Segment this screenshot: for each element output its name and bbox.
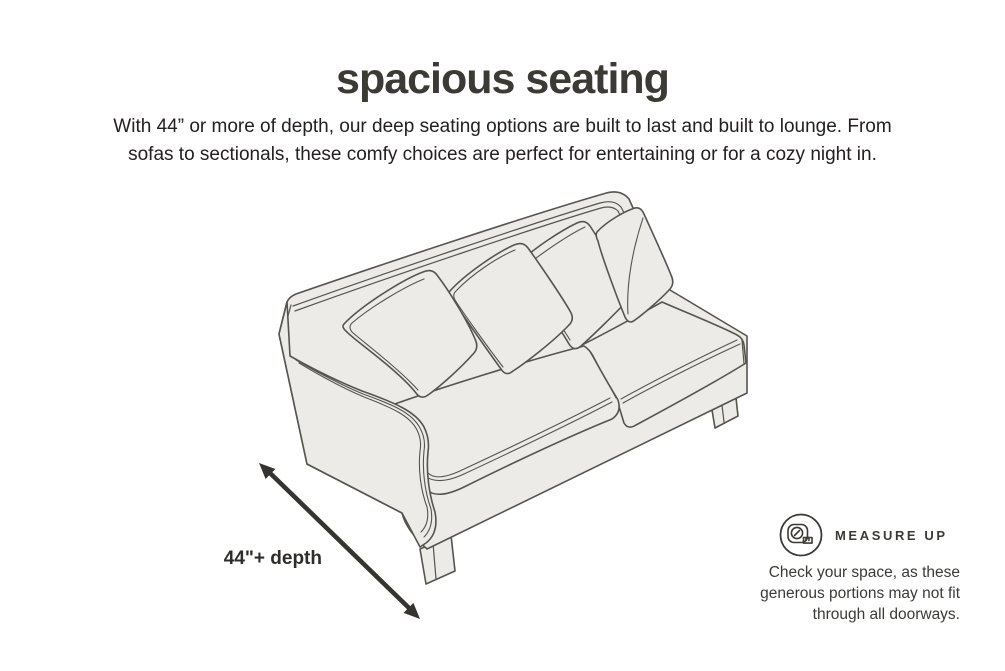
intro-line-2: sofas to sectionals, these comfy choices are perfect for entertaining or for a cozy night in. — [128, 144, 877, 165]
measure-up-note-line-3: through all doorways. — [812, 606, 960, 623]
page-title: spacious seating — [336, 55, 669, 103]
depth-label: 44"+ depth — [223, 548, 322, 569]
intro-line-1: With 44” or more of depth, our deep seating options are built to last and built to lounge. From — [113, 116, 892, 137]
measure-up-callout — [752, 512, 960, 625]
measure-up-note — [752, 562, 960, 625]
measure-up-heading: MEASURE UP — [835, 527, 948, 543]
measure-up-note-line-2: generous portions may not fit — [760, 585, 960, 602]
measure-up-note-line-1: Check your space, as these — [768, 564, 960, 581]
tape-measure-icon — [778, 512, 824, 558]
measure-up-header — [752, 512, 960, 558]
